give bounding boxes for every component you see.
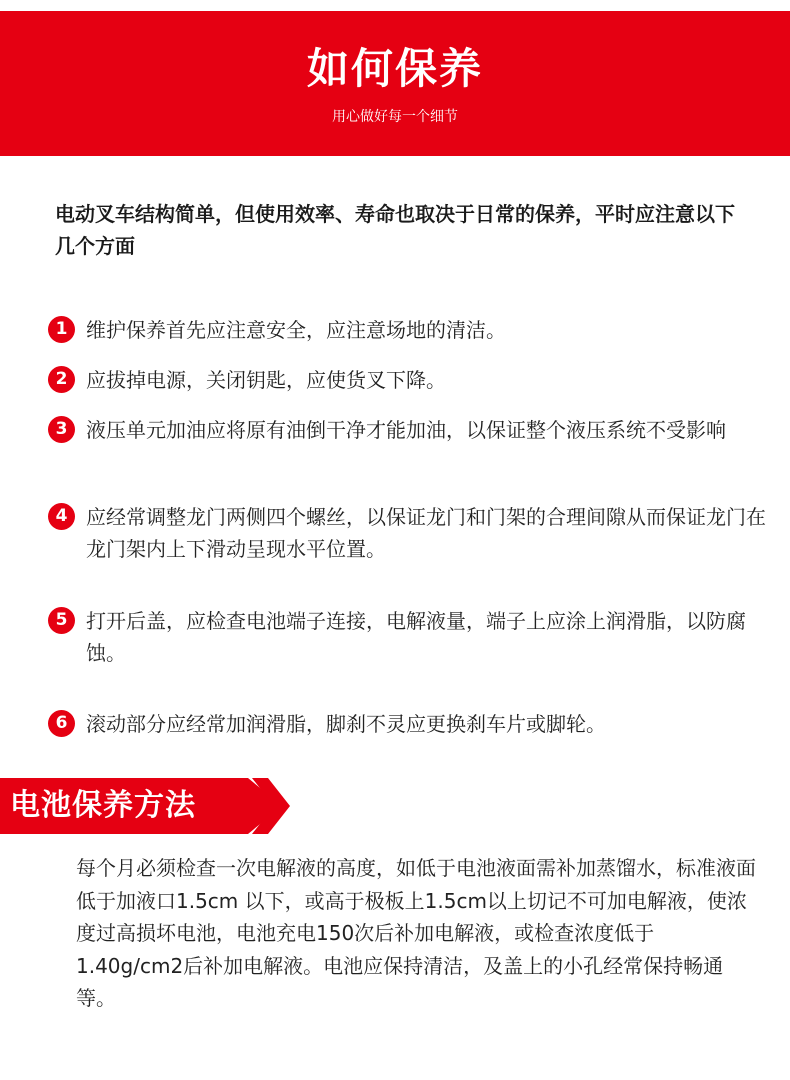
number-badge: 1 xyxy=(48,316,75,343)
number-badge: 5 xyxy=(48,607,75,634)
list-item-text: 滚动部分应经常加润滑脂，脚刹不灵应更换刹车片或脚轮。 xyxy=(86,712,606,736)
list-item-text: 液压单元加油应将原有油倒干净才能加油，以保证整个液压系统不受影响 xyxy=(86,418,726,442)
list-item-text: 打开后盖，应检查电池端子连接，电解液量，端子上应涂上润滑脂，以防腐蚀。 xyxy=(86,609,746,665)
list-item-text: 应拔掉电源，关闭钥匙，应使货叉下降。 xyxy=(86,368,446,392)
number-badge: 3 xyxy=(48,416,75,443)
page-title: 如何保养 xyxy=(306,44,483,93)
header-banner xyxy=(0,11,790,156)
page-subtitle: 用心做好每一个细节 xyxy=(332,109,458,125)
battery-section-text: 每个月必须检查一次电解液的高度，如低于电池液面需补加蒸馏水，标准液面低于加液口1.5cm 以下，或高于极板上1.5cm以上切记不可加电解液，使浓度过高损坏电池，电池充电150次后补加电解液，或检查浓度低于1.40g/cm2后补加电解液。电池应保持清洁，及盖上的小孔经常保持畅通等。 xyxy=(76,856,756,1010)
list-item-text: 应经常调整龙门两侧四个螺丝，以保证龙门和门架的合理间隙从而保证龙门在龙门架内上下滑动呈现水平位置。 xyxy=(86,505,766,561)
list-item-text: 维护保养首先应注意安全，应注意场地的清洁。 xyxy=(86,318,506,342)
number-badge: 6 xyxy=(48,710,75,737)
battery-section-title: 电池保养方法 xyxy=(10,788,196,823)
number-badge: 4 xyxy=(48,503,75,530)
number-badge: 2 xyxy=(48,366,75,393)
intro-paragraph: 电动叉车结构简单，但使用效率、寿命也取决于日常的保养，平时应注意以下几个方面 xyxy=(55,202,735,258)
battery-section-banner xyxy=(0,778,290,834)
